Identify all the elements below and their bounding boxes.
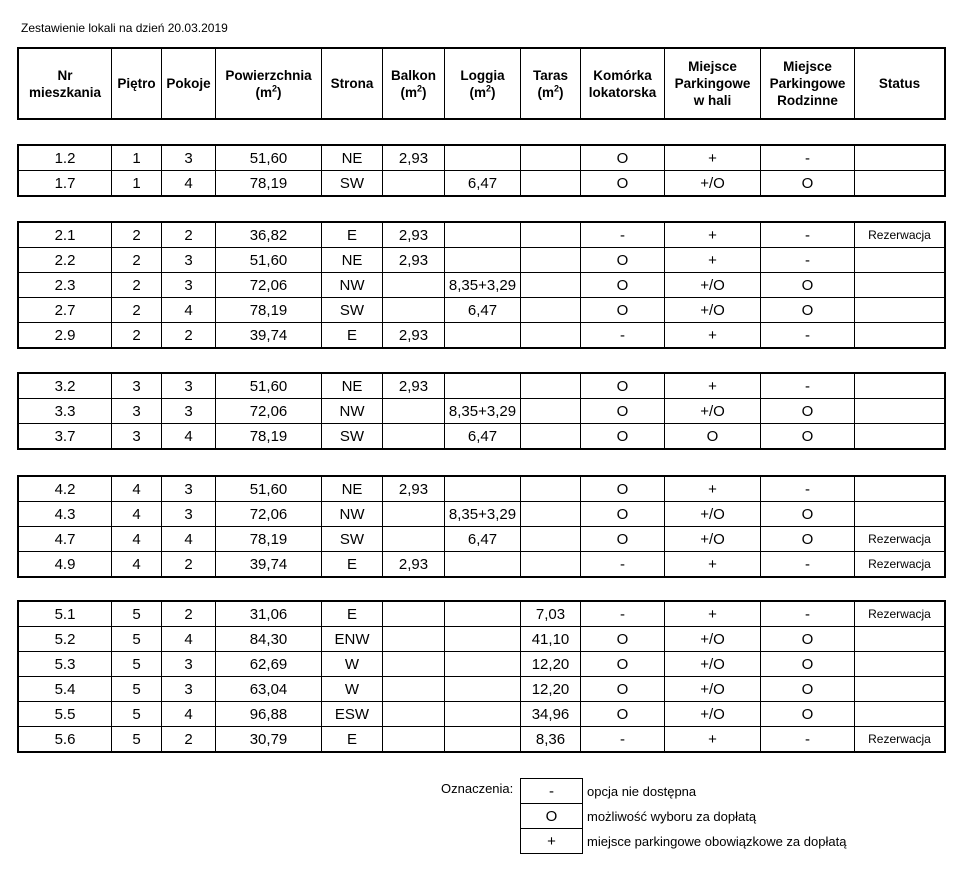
rooms-cell: 4 (162, 627, 216, 652)
table-row (19, 146, 945, 171)
floor-cell: 1 (112, 171, 162, 196)
legend-text: miejsce parkingowe obowiązkowe za dopłatą (587, 833, 847, 849)
rooms-cell: 4 (162, 171, 216, 196)
area-cell: 62,69 (216, 652, 322, 677)
rooms-cell: 2 (162, 727, 216, 752)
rooms-cell: 2 (162, 552, 216, 577)
parking-family-cell: O (761, 399, 855, 424)
balcony-cell (383, 424, 445, 449)
apartment-number-cell: 2.1 (19, 223, 112, 248)
parking-family-cell: - (761, 727, 855, 752)
status-cell (855, 477, 945, 502)
rooms-cell: 4 (162, 702, 216, 727)
parking-hall-cell: + (665, 223, 761, 248)
storage-room-cell: O (581, 424, 665, 449)
status-cell (855, 399, 945, 424)
legend-row (521, 804, 847, 829)
area-cell: 31,06 (216, 602, 322, 627)
rooms-cell: 2 (162, 223, 216, 248)
parking-hall-cell: + (665, 146, 761, 171)
loggia-cell (445, 602, 521, 627)
balcony-cell (383, 727, 445, 752)
terrace-cell: 41,10 (521, 627, 581, 652)
storage-room-cell: O (581, 399, 665, 424)
table-row (19, 298, 945, 323)
status-cell (855, 323, 945, 348)
terrace-cell (521, 273, 581, 298)
floor-cell: 5 (112, 627, 162, 652)
apartment-number-cell: 4.7 (19, 527, 112, 552)
table-row (19, 527, 945, 552)
orientation-cell: ESW (322, 702, 383, 727)
header-cell: Miejsce Parkingowe w hali (665, 49, 761, 119)
parking-family-cell: - (761, 223, 855, 248)
parking-family-cell: O (761, 502, 855, 527)
storage-room-cell: O (581, 374, 665, 399)
apartment-number-cell: 3.7 (19, 424, 112, 449)
table-row (19, 399, 945, 424)
terrace-cell (521, 399, 581, 424)
legend-table (520, 778, 847, 854)
floor-cell: 3 (112, 399, 162, 424)
parking-hall-cell: + (665, 552, 761, 577)
apartment-number-cell: 5.6 (19, 727, 112, 752)
floor-cell: 4 (112, 527, 162, 552)
loggia-cell: 6,47 (445, 527, 521, 552)
balcony-cell: 2,93 (383, 552, 445, 577)
area-cell: 78,19 (216, 171, 322, 196)
area-cell: 30,79 (216, 727, 322, 752)
area-cell: 39,74 (216, 323, 322, 348)
area-cell: 39,74 (216, 552, 322, 577)
parking-hall-cell: +/O (665, 399, 761, 424)
parking-family-cell: - (761, 552, 855, 577)
orientation-cell: E (322, 552, 383, 577)
loggia-cell: 8,35+3,29 (445, 502, 521, 527)
apartment-number-cell: 3.2 (19, 374, 112, 399)
storage-room-cell: O (581, 298, 665, 323)
orientation-cell: NW (322, 399, 383, 424)
table-row (19, 374, 945, 399)
balcony-cell (383, 702, 445, 727)
table-row (19, 627, 945, 652)
area-cell: 72,06 (216, 399, 322, 424)
orientation-cell: NE (322, 374, 383, 399)
loggia-cell (445, 627, 521, 652)
floor-cell: 2 (112, 323, 162, 348)
balcony-cell (383, 502, 445, 527)
orientation-cell: E (322, 727, 383, 752)
status-cell: Rezerwacja (855, 727, 945, 752)
balcony-cell (383, 527, 445, 552)
legend-symbol: + (521, 829, 583, 854)
header-cell: Taras $(m^2)$ (521, 49, 581, 119)
floor-cell: 5 (112, 702, 162, 727)
parking-family-cell: O (761, 171, 855, 196)
parking-family-cell: - (761, 477, 855, 502)
terrace-cell (521, 527, 581, 552)
terrace-cell (521, 374, 581, 399)
table-row (19, 424, 945, 449)
loggia-cell (445, 702, 521, 727)
apartment-number-cell: 2.9 (19, 323, 112, 348)
floor-cell: 4 (112, 502, 162, 527)
terrace-cell (521, 298, 581, 323)
storage-room-cell: - (581, 727, 665, 752)
status-cell (855, 298, 945, 323)
loggia-cell (445, 323, 521, 348)
area-cell: 78,19 (216, 527, 322, 552)
apartment-number-cell: 5.2 (19, 627, 112, 652)
header-cell: Loggia $(m^2)$ (445, 49, 521, 119)
page-title: Zestawienie lokali na dzień 20.03.2019 (21, 21, 228, 35)
header-cell: Nr mieszkania (19, 49, 112, 119)
status-cell: Rezerwacja (855, 602, 945, 627)
loggia-cell: 8,35+3,29 (445, 399, 521, 424)
legend-symbol: O (521, 804, 583, 829)
table-row (19, 502, 945, 527)
header-cell: Pokoje (162, 49, 216, 119)
floor-group-table (18, 601, 945, 752)
rooms-cell: 3 (162, 399, 216, 424)
parking-hall-cell: +/O (665, 502, 761, 527)
status-cell: Rezerwacja (855, 223, 945, 248)
status-cell (855, 171, 945, 196)
terrace-cell (521, 552, 581, 577)
orientation-cell: W (322, 677, 383, 702)
parking-hall-cell: +/O (665, 273, 761, 298)
apartment-number-cell: 5.5 (19, 702, 112, 727)
orientation-cell: ENW (322, 627, 383, 652)
table-row (19, 248, 945, 273)
rooms-cell: 3 (162, 146, 216, 171)
storage-room-cell: O (581, 527, 665, 552)
rooms-cell: 3 (162, 273, 216, 298)
terrace-cell: 8,36 (521, 727, 581, 752)
apartment-number-cell: 1.2 (19, 146, 112, 171)
terrace-cell (521, 248, 581, 273)
status-cell: Rezerwacja (855, 527, 945, 552)
parking-family-cell: O (761, 273, 855, 298)
loggia-cell: 6,47 (445, 298, 521, 323)
table-row (19, 323, 945, 348)
storage-room-cell: O (581, 273, 665, 298)
parking-hall-cell: +/O (665, 171, 761, 196)
loggia-cell (445, 248, 521, 273)
header-cell: Miejsce Parkingowe Rodzinne (761, 49, 855, 119)
status-cell: Rezerwacja (855, 552, 945, 577)
status-cell (855, 502, 945, 527)
floor-cell: 5 (112, 677, 162, 702)
orientation-cell: SW (322, 171, 383, 196)
terrace-cell (521, 502, 581, 527)
area-cell: 51,60 (216, 146, 322, 171)
storage-room-cell: O (581, 171, 665, 196)
orientation-cell: E (322, 323, 383, 348)
legend-text: możliwość wyboru za dopłatą (587, 808, 757, 824)
parking-family-cell: - (761, 146, 855, 171)
status-cell (855, 273, 945, 298)
rooms-cell: 4 (162, 527, 216, 552)
header-cell: Balkon $(m^2)$ (383, 49, 445, 119)
legend-text: opcja nie dostępna (587, 783, 697, 799)
header-cell: Powierzchnia $(m^2)$ (216, 49, 322, 119)
parking-family-cell: - (761, 602, 855, 627)
storage-room-cell: O (581, 702, 665, 727)
rooms-cell: 3 (162, 652, 216, 677)
header-cell: Komórka lokatorska (581, 49, 665, 119)
parking-hall-cell: +/O (665, 527, 761, 552)
header-table (18, 48, 945, 119)
parking-hall-cell: + (665, 602, 761, 627)
apartment-number-cell: 1.7 (19, 171, 112, 196)
balcony-cell: 2,93 (383, 146, 445, 171)
storage-room-cell: O (581, 477, 665, 502)
storage-room-cell: - (581, 323, 665, 348)
table-row (19, 602, 945, 627)
area-cell: 63,04 (216, 677, 322, 702)
table-row (19, 677, 945, 702)
floor-cell: 4 (112, 552, 162, 577)
rooms-cell: 4 (162, 298, 216, 323)
storage-room-cell: O (581, 627, 665, 652)
table-row (19, 477, 945, 502)
floor-cell: 2 (112, 273, 162, 298)
parking-family-cell: O (761, 677, 855, 702)
parking-hall-cell: + (665, 477, 761, 502)
terrace-cell (521, 171, 581, 196)
loggia-cell: 6,47 (445, 424, 521, 449)
apartment-number-cell: 5.4 (19, 677, 112, 702)
rooms-cell: 2 (162, 602, 216, 627)
apartment-number-cell: 4.9 (19, 552, 112, 577)
balcony-cell (383, 273, 445, 298)
orientation-cell: NW (322, 273, 383, 298)
rooms-cell: 3 (162, 677, 216, 702)
storage-room-cell: O (581, 502, 665, 527)
parking-hall-cell: + (665, 374, 761, 399)
parking-hall-cell: +/O (665, 298, 761, 323)
parking-hall-cell: +/O (665, 677, 761, 702)
storage-room-cell: - (581, 223, 665, 248)
orientation-cell: SW (322, 424, 383, 449)
floor-cell: 2 (112, 248, 162, 273)
table-row (19, 223, 945, 248)
apartment-number-cell: 5.3 (19, 652, 112, 677)
terrace-cell: 12,20 (521, 677, 581, 702)
area-cell: 36,82 (216, 223, 322, 248)
terrace-cell (521, 146, 581, 171)
orientation-cell: SW (322, 298, 383, 323)
storage-room-cell: - (581, 552, 665, 577)
rooms-cell: 3 (162, 502, 216, 527)
floor-cell: 2 (112, 223, 162, 248)
table-row (19, 171, 945, 196)
apartment-number-cell: 3.3 (19, 399, 112, 424)
area-cell: 51,60 (216, 374, 322, 399)
balcony-cell: 2,93 (383, 374, 445, 399)
orientation-cell: NE (322, 477, 383, 502)
rooms-cell: 3 (162, 477, 216, 502)
floor-cell: 5 (112, 652, 162, 677)
floor-group-table (18, 145, 945, 196)
area-cell: 78,19 (216, 424, 322, 449)
terrace-cell: 7,03 (521, 602, 581, 627)
loggia-cell (445, 374, 521, 399)
table-row (19, 652, 945, 677)
table-row (19, 273, 945, 298)
balcony-cell: 2,93 (383, 223, 445, 248)
parking-hall-cell: + (665, 248, 761, 273)
terrace-cell: 34,96 (521, 702, 581, 727)
floor-cell: 1 (112, 146, 162, 171)
floor-cell: 5 (112, 602, 162, 627)
storage-room-cell: O (581, 248, 665, 273)
parking-family-cell: - (761, 323, 855, 348)
table-row (19, 727, 945, 752)
loggia-cell: 6,47 (445, 171, 521, 196)
parking-hall-cell: +/O (665, 627, 761, 652)
parking-family-cell: O (761, 298, 855, 323)
area-cell: 72,06 (216, 273, 322, 298)
balcony-cell (383, 652, 445, 677)
balcony-cell (383, 399, 445, 424)
status-cell (855, 248, 945, 273)
balcony-cell (383, 602, 445, 627)
status-cell (855, 702, 945, 727)
parking-hall-cell: +/O (665, 702, 761, 727)
legend-row (521, 779, 847, 804)
floor-group-table (18, 373, 945, 449)
apartment-number-cell: 4.3 (19, 502, 112, 527)
loggia-cell (445, 146, 521, 171)
apartment-number-cell: 5.1 (19, 602, 112, 627)
balcony-cell: 2,93 (383, 248, 445, 273)
floor-cell: 5 (112, 727, 162, 752)
floor-group-table (18, 476, 945, 577)
header-cell: Piętro (112, 49, 162, 119)
status-cell (855, 424, 945, 449)
parking-family-cell: O (761, 702, 855, 727)
loggia-cell (445, 477, 521, 502)
header-cell: Strona (322, 49, 383, 119)
balcony-cell: 2,93 (383, 323, 445, 348)
legend-row (521, 829, 847, 854)
storage-room-cell: O (581, 652, 665, 677)
area-cell: 96,88 (216, 702, 322, 727)
balcony-cell (383, 171, 445, 196)
orientation-cell: W (322, 652, 383, 677)
terrace-cell (521, 424, 581, 449)
parking-family-cell: O (761, 652, 855, 677)
area-cell: 51,60 (216, 248, 322, 273)
table-row (19, 552, 945, 577)
balcony-cell (383, 627, 445, 652)
balcony-cell: 2,93 (383, 477, 445, 502)
floor-cell: 4 (112, 477, 162, 502)
floor-cell: 3 (112, 424, 162, 449)
balcony-cell (383, 298, 445, 323)
loggia-cell (445, 727, 521, 752)
area-cell: 84,30 (216, 627, 322, 652)
parking-family-cell: O (761, 627, 855, 652)
orientation-cell: NE (322, 146, 383, 171)
parking-family-cell: O (761, 424, 855, 449)
legend-label: Oznaczenia: (441, 781, 514, 796)
rooms-cell: 3 (162, 248, 216, 273)
apartment-number-cell: 2.2 (19, 248, 112, 273)
apartment-number-cell: 2.3 (19, 273, 112, 298)
terrace-cell (521, 323, 581, 348)
storage-room-cell: - (581, 602, 665, 627)
terrace-cell (521, 477, 581, 502)
area-cell: 78,19 (216, 298, 322, 323)
rooms-cell: 4 (162, 424, 216, 449)
rooms-cell: 2 (162, 323, 216, 348)
status-cell (855, 652, 945, 677)
loggia-cell (445, 552, 521, 577)
table-row (19, 702, 945, 727)
parking-hall-cell: + (665, 727, 761, 752)
storage-room-cell: O (581, 146, 665, 171)
loggia-cell (445, 677, 521, 702)
orientation-cell: NW (322, 502, 383, 527)
parking-family-cell: - (761, 374, 855, 399)
parking-hall-cell: + (665, 323, 761, 348)
loggia-cell (445, 652, 521, 677)
area-cell: 72,06 (216, 502, 322, 527)
orientation-cell: NE (322, 248, 383, 273)
rooms-cell: 3 (162, 374, 216, 399)
orientation-cell: E (322, 602, 383, 627)
floor-group-table (18, 222, 945, 348)
orientation-cell: SW (322, 527, 383, 552)
parking-family-cell: O (761, 527, 855, 552)
parking-hall-cell: +/O (665, 652, 761, 677)
loggia-cell: 8,35+3,29 (445, 273, 521, 298)
terrace-cell: 12,20 (521, 652, 581, 677)
floor-cell: 3 (112, 374, 162, 399)
apartment-number-cell: 2.7 (19, 298, 112, 323)
status-cell (855, 374, 945, 399)
loggia-cell (445, 223, 521, 248)
storage-room-cell: O (581, 677, 665, 702)
apartment-number-cell: 4.2 (19, 477, 112, 502)
header-cell: Status (855, 49, 945, 119)
floor-cell: 2 (112, 298, 162, 323)
orientation-cell: E (322, 223, 383, 248)
area-cell: 51,60 (216, 477, 322, 502)
status-cell (855, 146, 945, 171)
terrace-cell (521, 223, 581, 248)
status-cell (855, 627, 945, 652)
parking-hall-cell: O (665, 424, 761, 449)
legend-symbol: - (521, 779, 583, 804)
status-cell (855, 677, 945, 702)
balcony-cell (383, 677, 445, 702)
parking-family-cell: - (761, 248, 855, 273)
